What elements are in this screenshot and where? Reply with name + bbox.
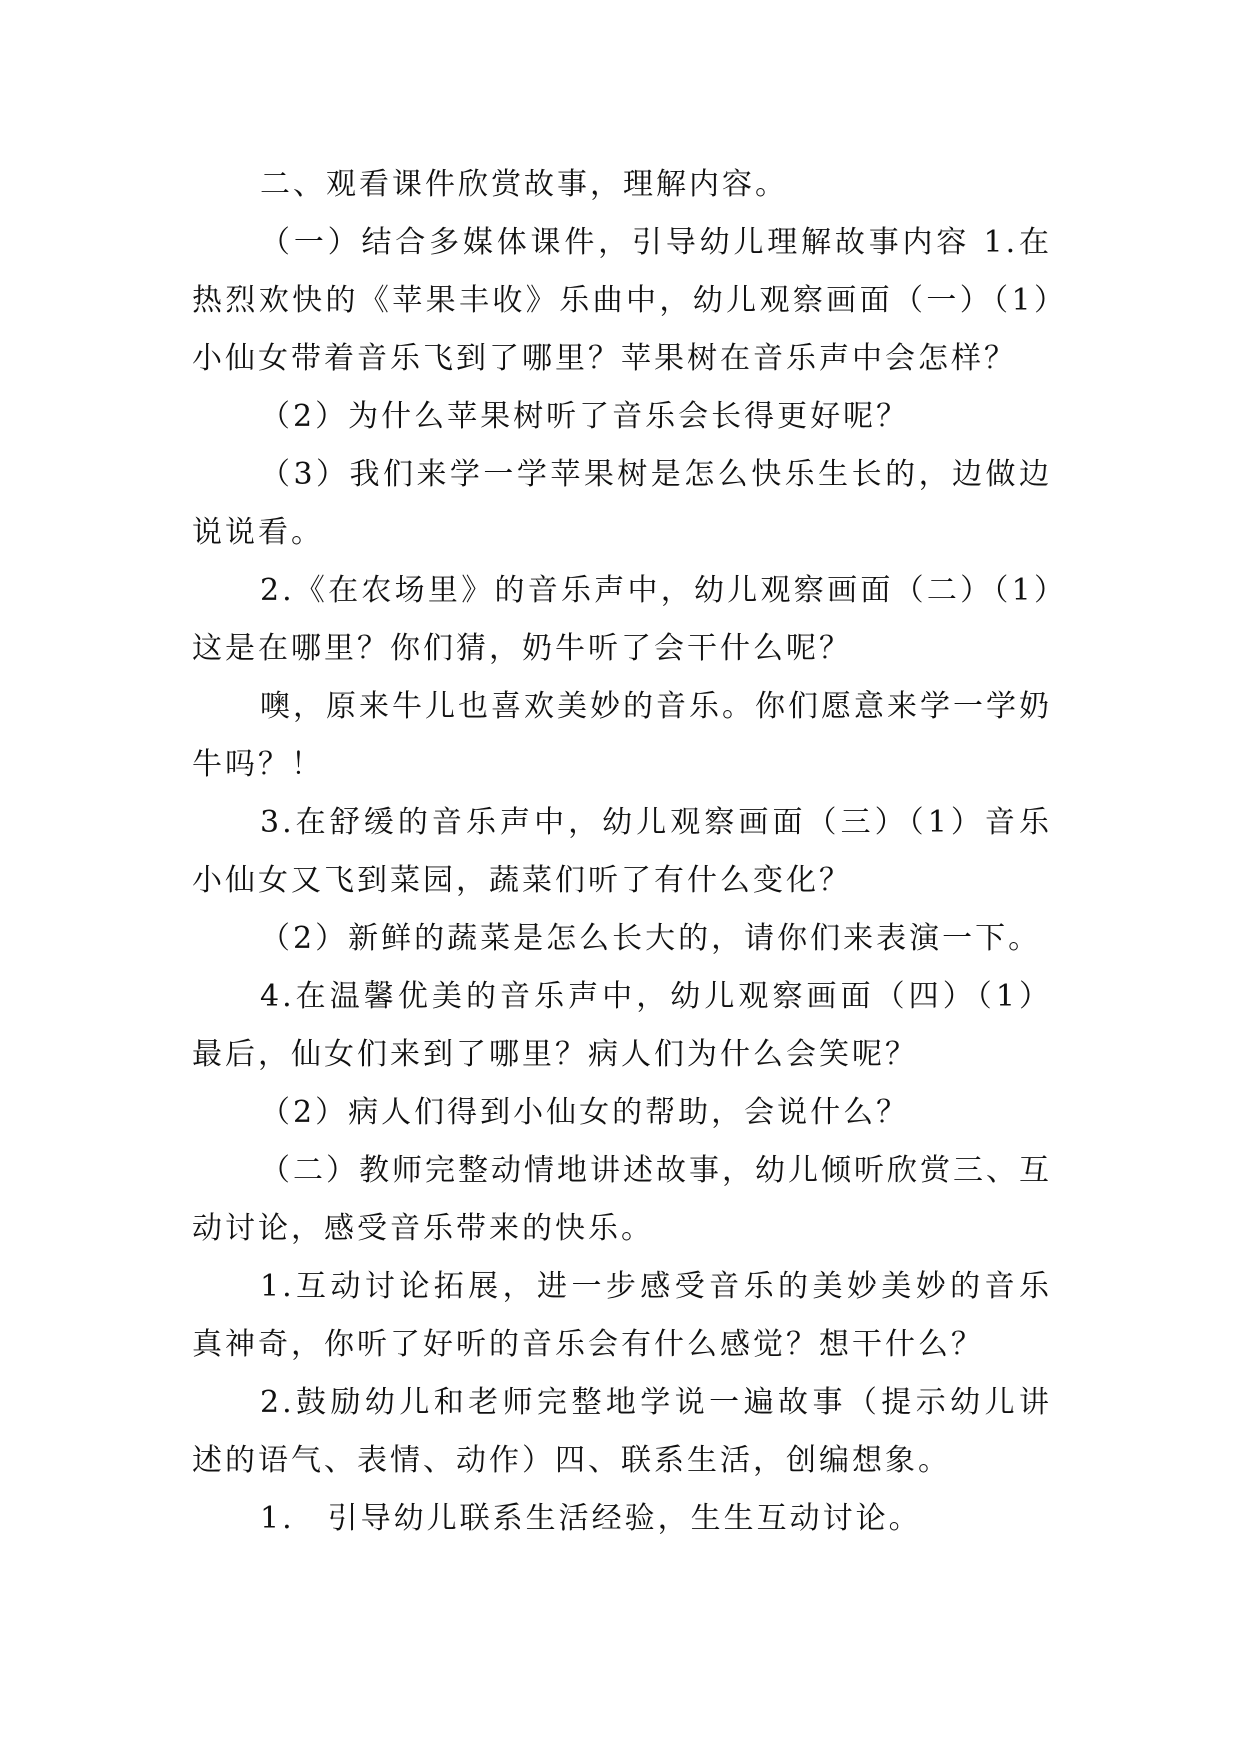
paragraph-13: 2.鼓励幼儿和老师完整地学说一遍故事（提示幼儿讲述的语气、表情、动作）四、联系生活，创编想象。 xyxy=(192,1385,1052,1478)
paragraph-11: （二）教师完整动情地讲述故事，幼儿倾听欣赏三、互动讨论，感受音乐带来的快乐。 xyxy=(192,1153,1052,1246)
paragraph-10: （2）病人们得到小仙女的帮助，会说什么？ xyxy=(260,1095,910,1130)
paragraph-3: （2）为什么苹果树听了音乐会长得更好呢？ xyxy=(260,399,910,434)
paragraph-2: （一）结合多媒体课件，引导幼儿理解故事内容 1.在热烈欢快的《苹果丰收》乐曲中，幼儿观察画面（一）（1）小仙女带着音乐飞到了哪里？苹果树在音乐声中会怎样？ xyxy=(192,225,1052,376)
paragraph-9: 4.在温馨优美的音乐声中，幼儿观察画面（四）（1）最后，仙女们来到了哪里？病人们为什么会笑呢？ xyxy=(192,979,1052,1072)
paragraph-14: 1. 引导幼儿联系生活经验，生生互动讨论。 xyxy=(260,1501,922,1536)
paragraph-12: 1.互动讨论拓展，进一步感受音乐的美妙美妙的音乐真神奇，你听了好听的音乐会有什么感觉？想干什么？ xyxy=(192,1269,1052,1362)
paragraph-7: 3.在舒缓的音乐声中，幼儿观察画面（三）（1）音乐小仙女又飞到菜园，蔬菜们听了有什么变化？ xyxy=(192,805,1052,898)
paragraph-4: （3）我们来学一学苹果树是怎么快乐生长的，边做边说说看。 xyxy=(192,457,1052,550)
paragraph-1: 二、观看课件欣赏故事，理解内容。 xyxy=(260,167,788,202)
paragraph-8: （2）新鲜的蔬菜是怎么长大的，请你们来表演一下。 xyxy=(260,921,1042,956)
paragraph-5: 2.《在农场里》的音乐声中，幼儿观察画面（二）（1）这是在哪里？你们猜，奶牛听了会干什么呢？ xyxy=(192,573,1052,666)
document-body xyxy=(192,156,1052,1548)
paragraph-6: 噢，原来牛儿也喜欢美妙的音乐。你们愿意来学一学奶牛吗？！ xyxy=(192,689,1052,782)
